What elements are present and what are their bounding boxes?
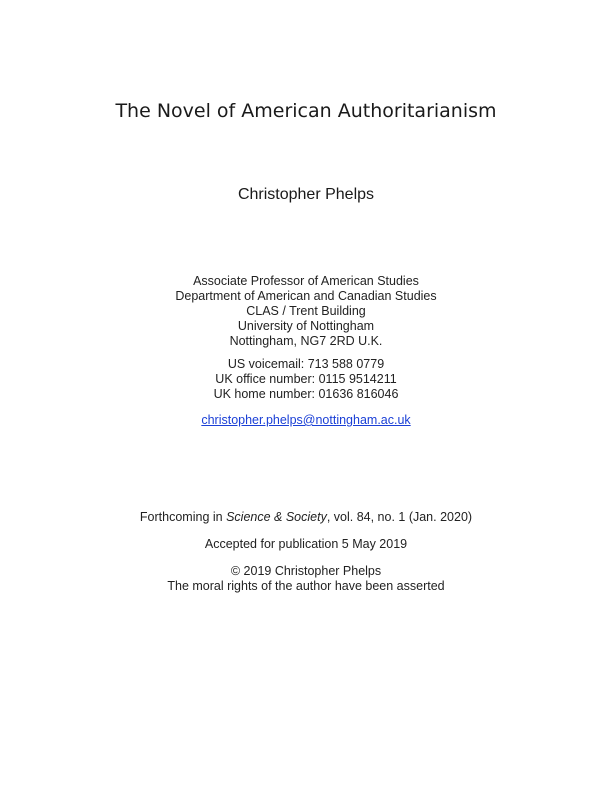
author-name: Christopher Phelps: [237, 186, 375, 203]
affiliation-line: University of Nottingham: [237, 319, 375, 333]
email-link[interactable]: christopher.phelps@nottingham.ac.uk: [201, 413, 411, 427]
document-title: The Novel of American Authoritarianism: [115, 100, 497, 122]
accepted-note: Accepted for publication 5 May 2019: [204, 537, 408, 551]
email-row: [0, 413, 612, 428]
copyright-note: © 2019 Christopher Phelps: [230, 564, 382, 578]
forthcoming-note: [0, 510, 612, 525]
phone-line: UK office number: 0115 9514211: [215, 372, 397, 386]
forthcoming-suffix: , vol. 84, no. 1 (Jan. 2020): [326, 510, 473, 524]
affiliation-line: Nottingham, NG7 2RD U.K.: [229, 334, 383, 348]
affiliation-line: CLAS / Trent Building: [246, 304, 366, 318]
rights-note: The moral rights of the author have been asserted: [167, 579, 445, 593]
forthcoming-prefix: Forthcoming in: [139, 510, 227, 524]
journal-name: Science & Society: [226, 510, 327, 524]
phone-line: UK home number: 01636 816046: [213, 387, 399, 401]
affiliation-line: Department of American and Canadian Studies: [175, 289, 437, 303]
phone-line: US voicemail: 713 588 0779: [227, 357, 385, 371]
affiliation-line: Associate Professor of American Studies: [193, 274, 419, 288]
